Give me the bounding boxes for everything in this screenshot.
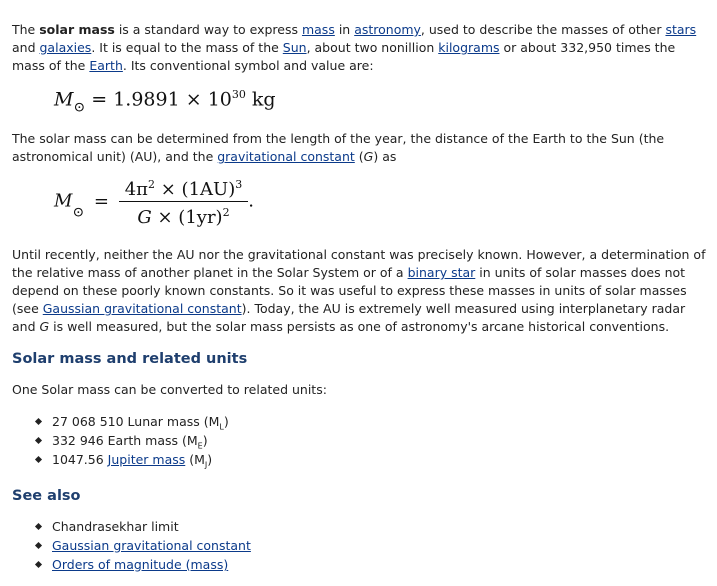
para2-text-3: ) as (373, 149, 397, 164)
section-heading-see-also: See also (12, 488, 81, 504)
link-see-also-orders-of-magnitude[interactable]: Orders of magnitude (mass) (52, 557, 229, 572)
eq2-period: . (248, 190, 254, 212)
list-item (36, 517, 251, 536)
list-item (36, 450, 229, 469)
related-units-intro: One Solar mass can be converted to related units: (12, 382, 327, 397)
determination-paragraph (12, 130, 712, 166)
section-heading-related-units: Solar mass and related units (12, 351, 248, 367)
intro-text-9: . Its conventional symbol and value are: (122, 58, 374, 73)
list-item (36, 555, 251, 574)
see-also-chandrasekhar: Chandrasekhar limit (52, 519, 179, 534)
bullet-icon (35, 523, 42, 530)
link-earth[interactable]: Earth (89, 58, 123, 73)
para3-text-3: ). Today, the AU is extremely well measured using interplanetary radar and (12, 301, 686, 334)
link-jupiter-mass[interactable]: Jupiter mass (107, 452, 186, 467)
link-see-also-gaussian[interactable]: Gaussian gravitational constant (52, 538, 251, 553)
para2-text-2: ( (354, 149, 364, 164)
history-paragraph (12, 246, 712, 336)
numerator-exp-1: 2 (148, 178, 156, 191)
para2-g-symbol: G (363, 149, 374, 164)
link-mass[interactable]: mass (301, 22, 335, 37)
intro-text-4: , used to describe the masses of other (420, 22, 666, 37)
formula-fraction (119, 176, 249, 227)
formula-denominator (119, 202, 249, 227)
intro-paragraph (12, 21, 712, 75)
denominator-g: G (137, 207, 152, 228)
unit-lunar-sub: L (219, 422, 224, 432)
list-item (36, 412, 229, 431)
list-item (36, 431, 229, 450)
numerator-au: × (1AU) (155, 179, 236, 200)
bullet-icon (35, 456, 42, 463)
bullet-icon (35, 418, 42, 425)
intro-text-3: in (334, 22, 355, 37)
link-gravitational-constant[interactable]: gravitational constant (217, 149, 355, 164)
solar-mass-formula (54, 176, 254, 227)
intro-bold-term: solar mass (39, 22, 115, 37)
link-gaussian-gravitational-constant[interactable]: Gaussian gravitational constant (42, 301, 242, 316)
formula-numerator (119, 176, 249, 202)
unit-earth-close: ) (202, 433, 208, 448)
sun-symbol-icon: ⊙ (72, 204, 85, 221)
unit-lunar-text: 27 068 510 Lunar mass (M (52, 414, 220, 429)
bullet-icon (35, 561, 42, 568)
intro-text-6: . It is equal to the mass of the (91, 40, 283, 55)
numerator-4pi: 4π (124, 179, 149, 200)
eq1-exponent: 30 (231, 88, 246, 101)
link-kilograms[interactable]: kilograms (438, 40, 500, 55)
bullet-icon (35, 437, 42, 444)
link-galaxies[interactable]: galaxies (39, 40, 92, 55)
sun-symbol-icon: ⊙ (73, 99, 86, 116)
para2-text-1: The solar mass can be determined from the length of the year, the distance of the Earth to the Sun (the astronomical unit) (AU), and the (12, 131, 665, 164)
unit-jupiter-value: 1047.56 (52, 452, 108, 467)
para3-g-symbol: G (39, 319, 50, 334)
numerator-exp-2: 3 (235, 178, 243, 191)
unit-jupiter-tail: (M (185, 452, 205, 467)
bullet-icon (35, 542, 42, 549)
para3-text-1: Until recently, neither the AU nor the gravitational constant was precisely known. However, a determination of the relative mass of another planet in the Solar System or of a (12, 247, 706, 280)
eq2-symbol-m: M (54, 190, 73, 212)
eq2-equals: = (93, 190, 109, 212)
para3-text-2: in units of solar masses does not depend on these poorly known constants. So it was useful to express these masses in units of solar masses (see (12, 265, 687, 316)
link-sun[interactable]: Sun (282, 40, 307, 55)
unit-earth-text: 332 946 Earth mass (M (52, 433, 198, 448)
see-also-list (36, 517, 251, 574)
link-binary-star[interactable]: binary star (407, 265, 476, 280)
link-astronomy[interactable]: astronomy (354, 22, 421, 37)
intro-text-8: or about 332,950 times the mass of the (12, 40, 676, 73)
eq1-unit: kg (245, 88, 276, 111)
intro-text-2: is a standard way to express (114, 22, 302, 37)
unit-jupiter-sub: J (204, 460, 208, 470)
unit-jupiter-close: ) (207, 452, 213, 467)
eq1-value: = 1.9891 × 10 (91, 88, 232, 111)
unit-lunar-close: ) (223, 414, 229, 429)
denominator-exp: 2 (222, 206, 230, 219)
link-stars[interactable]: stars (665, 22, 697, 37)
related-units-list (36, 412, 229, 469)
intro-text-7: , about two nonillion (306, 40, 439, 55)
denominator-yr: × (1yr) (151, 207, 223, 228)
intro-text-5: and (12, 40, 40, 55)
list-item (36, 536, 251, 555)
intro-text-1: The (12, 22, 40, 37)
eq1-symbol-m: M (54, 88, 74, 111)
para3-text-4: is well measured, but the solar mass persists as one of astronomy's arcane historical conventions. (49, 319, 670, 334)
solar-mass-equation (54, 86, 276, 116)
unit-earth-sub: E (197, 441, 203, 451)
